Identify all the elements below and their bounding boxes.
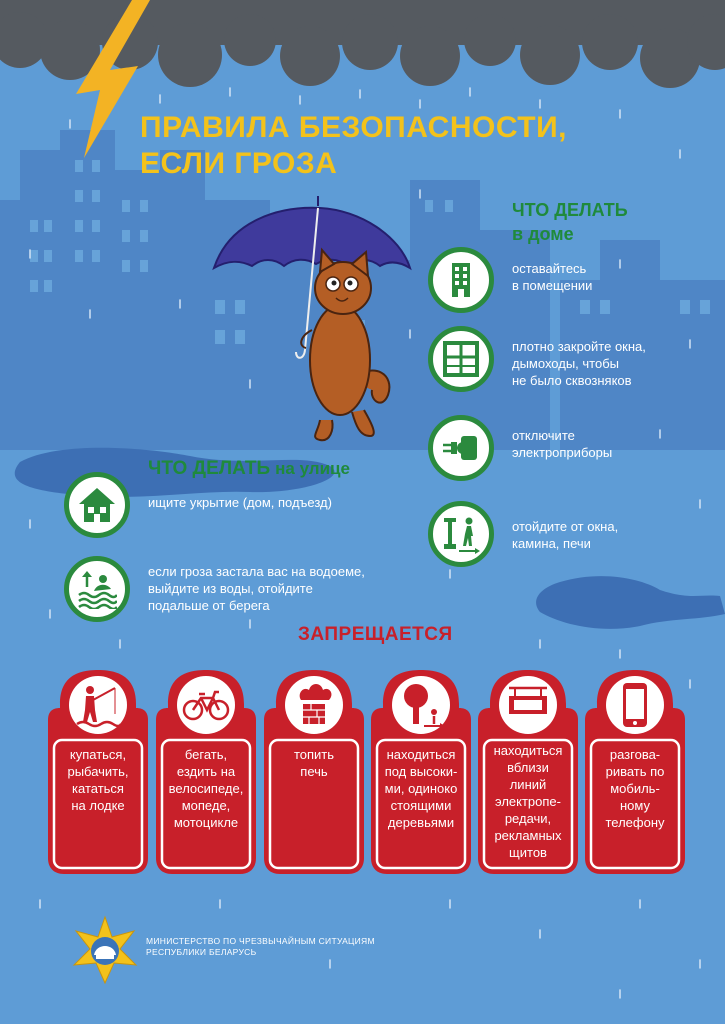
home-item-2-line-1: плотно закройте окна, [512,339,646,354]
street-heading-part-1: ЧТО ДЕЛАТЬ [148,458,271,479]
home-item-3-text [512,427,612,461]
card-2-line-1: бегать, [184,747,228,762]
card-3-line-1: топить [293,747,335,762]
title-line-1: ПРАВИЛА БЕЗОПАСНОСТИ, [140,111,567,144]
puddle-right [536,576,725,629]
home-item-4-line-2: камина, печи [512,536,591,551]
footer-line-1: МИНИСТЕРСТВО ПО ЧРЕЗВЫЧАЙНЫМ СИТУАЦИЯМ [146,936,375,946]
card-6-line-5: телефону [605,815,665,830]
stove-icon [289,680,339,730]
forbidden-card-billboard [476,668,580,876]
card-6-line-2: ривать по [605,764,665,779]
home-item-4-line-1: отойдите от окна, [512,519,619,534]
home-item-2-line-3: не было сквозняков [512,373,632,388]
card-4-line-2: под высоки- [384,764,458,779]
home-item-2-text [512,338,646,389]
card-5-line-5: редачи, [504,811,552,826]
window-icon [428,326,494,392]
card-5-line-7: щитов [509,845,547,860]
street-section-heading [148,456,350,481]
footer-line-2: РЕСПУБЛИКИ БЕЛАРУСЬ [146,947,257,957]
tree-icon [396,680,446,730]
poster-title [140,110,567,182]
card-tree-text [375,746,467,831]
card-5-line-3: линий [509,777,547,792]
card-cycling-text [160,746,252,831]
home-item-3-line-2: электроприборы [512,445,613,460]
swimmer-exit-icon [64,556,130,622]
street-item-2-line-3: подальше от берега [148,598,270,613]
card-4-line-3: ми, одиноко [384,781,458,796]
unplug-icon [428,415,494,481]
card-1-line-3: кататься [72,781,124,796]
forbidden-card-cycling [154,668,258,876]
street-item-1-text [148,494,332,511]
card-swimming-text [52,746,144,814]
card-billboard-text [482,742,574,861]
home-item-2-line-2: дымоходы, чтобы [512,356,620,371]
card-2-line-5: мотоцикле [173,815,239,830]
card-4-line-1: находиться [386,747,456,762]
house-icon [64,472,130,538]
footer-ministry-name [146,936,375,958]
card-5-line-1: находиться [493,743,563,758]
card-5-line-4: электропе- [494,794,561,809]
card-5-line-2: вблизи [507,760,549,775]
home-item-1-line-2: в помещении [512,278,593,293]
card-1-line-2: рыбачить, [67,764,129,779]
home-heading-line-2: в доме [512,224,574,244]
street-item-2-line-1: если гроза застала вас на водоеме, [148,564,365,579]
card-phone-text [589,746,681,831]
card-2-line-2: ездить на [176,764,236,779]
billboard-icon [503,680,553,730]
home-item-4-text [512,518,618,552]
phone-icon [610,680,660,730]
card-6-line-3: мобиль- [610,781,660,796]
forbidden-card-tree [369,668,473,876]
bicycle-icon [181,680,231,730]
home-item-1-text [512,260,592,294]
forbidden-heading: ЗАПРЕЩАЕТСЯ [298,624,453,645]
ministry-emblem-icon [70,915,140,985]
street-item-2-text [148,563,365,614]
home-heading-line-1: ЧТО ДЕЛАТЬ [512,200,628,220]
forbidden-card-stove [262,668,366,876]
card-2-line-3: велосипеде, [168,781,244,796]
home-item-3-line-1: отключите [512,428,575,443]
card-3-line-2: печь [300,764,328,779]
street-heading-part-2: на улице [275,459,350,478]
forbidden-card-phone [583,668,687,876]
card-6-line-1: разгова- [609,747,661,762]
card-1-line-4: на лодке [71,798,125,813]
card-1-line-1: купаться, [69,747,127,762]
card-6-line-4: ному [620,798,650,813]
card-5-line-6: рекламных [494,828,562,843]
walk-away-icon [428,501,494,567]
card-4-line-4: стоящими [390,798,452,813]
fishing-icon [73,680,123,730]
street-item-1-line-1: ищите укрытие (дом, подъезд) [148,495,332,510]
forbidden-card-swimming [46,668,150,876]
building-icon [428,247,494,313]
home-item-1-line-1: оставайтесь [512,261,587,276]
street-item-2-line-2: выйдите из воды, отойдите [148,581,313,596]
card-stove-text [268,746,360,780]
card-2-line-4: мопеде, [181,798,231,813]
card-4-line-5: деревьями [387,815,455,830]
home-section-heading [512,198,628,246]
title-line-2: ЕСЛИ ГРОЗА [140,147,338,180]
